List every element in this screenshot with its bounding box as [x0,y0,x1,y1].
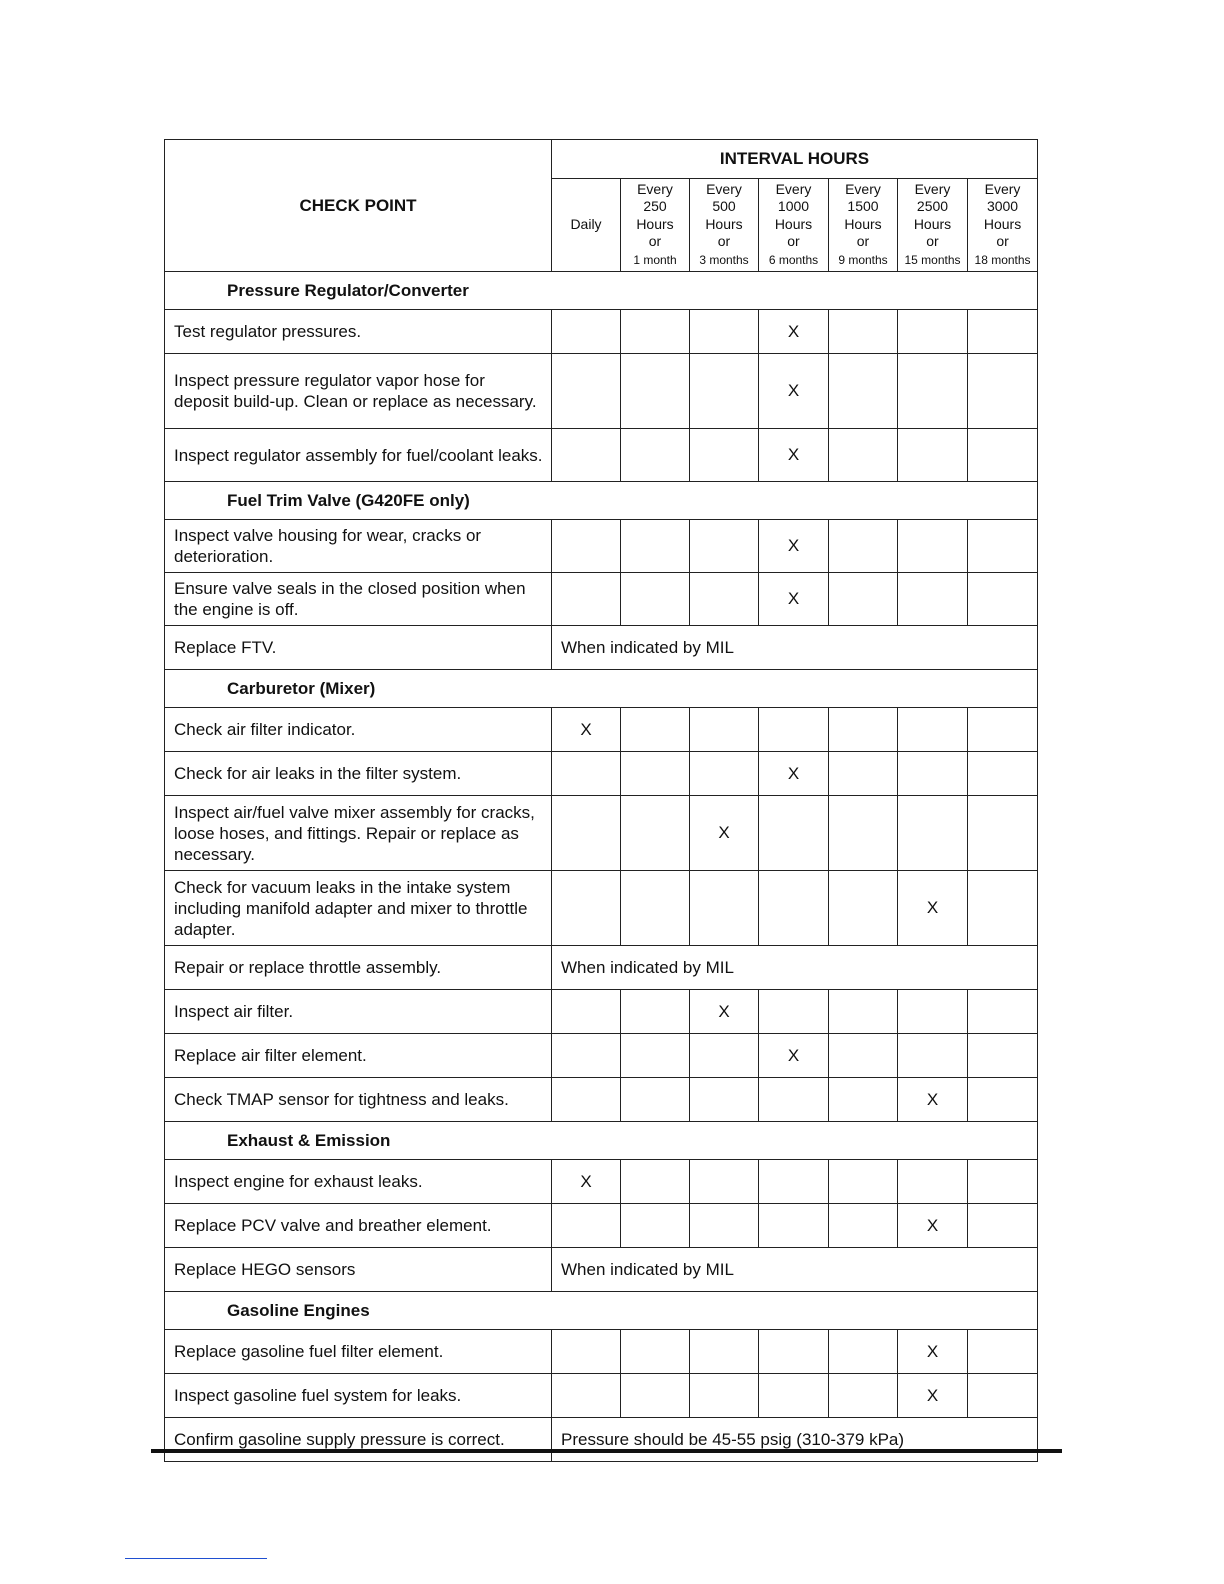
interval-mark: X [759,752,829,796]
section-title: Gasoline Engines [165,1292,1038,1330]
table-row [165,310,1038,354]
col-header-2500: Every 2500 Hours or 15 months [898,179,968,272]
interval-mark: X [898,1330,968,1374]
checkpoint-header: CHECK POINT [165,140,552,272]
section-title: Exhaust & Emission [165,1122,1038,1160]
table-row [165,1418,1038,1462]
row-description: Replace air filter element. [165,1034,552,1078]
maintenance-schedule-table [164,139,1038,1462]
table-row [165,1078,1038,1122]
table-row [165,429,1038,482]
section-row [165,482,1038,520]
row-description: Inspect air/fuel valve mixer assembly for cracks, loose hoses, and fittings. Repair or replace as necessary. [165,796,552,871]
row-description: Ensure valve seals in the closed position when the engine is off. [165,573,552,626]
row-description: Inspect gasoline fuel system for leaks. [165,1374,552,1418]
row-description: Check TMAP sensor for tightness and leaks. [165,1078,552,1122]
row-description: Inspect pressure regulator vapor hose for deposit build-up. Clean or replace as necessary. [165,354,552,429]
row-description: Inspect engine for exhaust leaks. [165,1160,552,1204]
table-row [165,1034,1038,1078]
table-row [165,1330,1038,1374]
row-description: Confirm gasoline supply pressure is correct. [165,1418,552,1462]
row-description: Test regulator pressures. [165,310,552,354]
table-row [165,1248,1038,1292]
interval-mark: X [759,310,829,354]
footer-link-underline [125,1558,267,1559]
table-row [165,1160,1038,1204]
table-row [165,520,1038,573]
section-title: Pressure Regulator/Converter [165,272,1038,310]
row-description: Check air filter indicator. [165,708,552,752]
table-row [165,708,1038,752]
table-row [165,871,1038,946]
table-row [165,796,1038,871]
table-row [165,1374,1038,1418]
interval-note: When indicated by MIL [552,946,1038,990]
row-description: Replace PCV valve and breather element. [165,1204,552,1248]
table-row [165,1204,1038,1248]
row-description: Replace FTV. [165,626,552,670]
section-title: Fuel Trim Valve (G420FE only) [165,482,1038,520]
col-header-1500: Every 1500 Hours or 9 months [829,179,898,272]
interval-mark: X [690,796,759,871]
interval-mark: X [759,520,829,573]
section-row [165,670,1038,708]
interval-mark: X [552,1160,621,1204]
interval-mark: X [898,1204,968,1248]
interval-mark: X [552,708,621,752]
section-row [165,1292,1038,1330]
col-header-500: Every 500 Hours or 3 months [690,179,759,272]
row-description: Repair or replace throttle assembly. [165,946,552,990]
interval-mark: X [759,429,829,482]
interval-mark: X [898,871,968,946]
table-row [165,752,1038,796]
interval-mark: X [759,354,829,429]
row-description: Check for vacuum leaks in the intake system including manifold adapter and mixer to throttle adapter. [165,871,552,946]
interval-note: When indicated by MIL [552,1248,1038,1292]
interval-hours-header: INTERVAL HOURS [552,140,1038,179]
row-description: Inspect air filter. [165,990,552,1034]
col-header-1000: Every 1000 Hours or 6 months [759,179,829,272]
row-description: Replace HEGO sensors [165,1248,552,1292]
section-row [165,1122,1038,1160]
table-row [165,946,1038,990]
interval-mark: X [759,1034,829,1078]
table-row [165,990,1038,1034]
col-header-250: Every 250 Hours or 1 month [621,179,690,272]
table-row [165,573,1038,626]
row-description: Check for air leaks in the filter system. [165,752,552,796]
row-description: Inspect regulator assembly for fuel/coolant leaks. [165,429,552,482]
table-row [165,626,1038,670]
row-description: Inspect valve housing for wear, cracks or deterioration. [165,520,552,573]
col-header-3000: Every 3000 Hours or 18 months [968,179,1038,272]
table-row [165,354,1038,429]
section-row [165,272,1038,310]
col-header-daily: Daily [552,179,621,272]
interval-mark: X [898,1374,968,1418]
section-title: Carburetor (Mixer) [165,670,1038,708]
footer-rule [151,1449,1062,1453]
interval-note: When indicated by MIL [552,626,1038,670]
interval-mark: X [898,1078,968,1122]
interval-mark: X [690,990,759,1034]
row-description: Replace gasoline fuel filter element. [165,1330,552,1374]
interval-note: Pressure should be 45-55 psig (310-379 kPa) [552,1418,1038,1462]
interval-mark: X [759,573,829,626]
